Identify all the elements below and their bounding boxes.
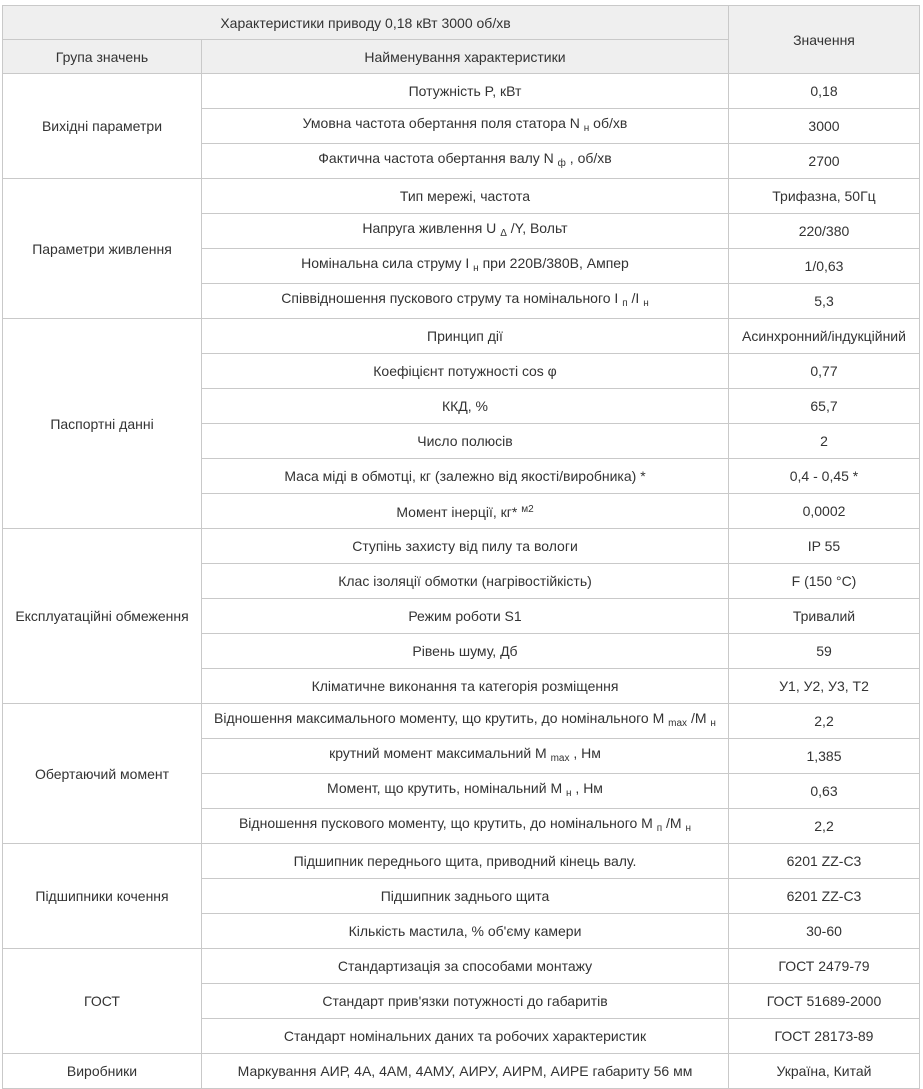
characteristic-text: Підшипник переднього щита, приводний кінець валу.	[293, 853, 637, 869]
group-name-cell: Обертаючий момент	[3, 704, 202, 844]
characteristic-name-cell	[202, 704, 729, 739]
value-cell: 5,3	[729, 284, 920, 319]
characteristic-text: Фактична частота обертання валу N	[318, 150, 558, 166]
value-cell: 0,77	[729, 354, 920, 389]
characteristic-text: Маркування АИР, 4А, 4АМ, 4АМУ, АИРУ, АИРМ, АИРЕ габариту 56 мм	[237, 1063, 693, 1079]
characteristic-text: /M	[662, 815, 686, 831]
characteristic-text: Напруга живлення U	[362, 220, 501, 236]
characteristic-name-cell	[202, 424, 729, 459]
characteristic-name-cell	[202, 389, 729, 424]
value-cell: ГОСТ 28173-89	[729, 1019, 920, 1054]
characteristic-name-cell	[202, 809, 729, 844]
characteristic-text: Режим роботи S1	[408, 608, 522, 624]
characteristic-text: Клас ізоляції обмотки (нагрівостійкість)	[338, 573, 592, 589]
value-cell: 2	[729, 424, 920, 459]
value-cell: 6201 ZZ-C3	[729, 844, 920, 879]
characteristic-text: при 220В/380В, Ампер	[478, 255, 629, 271]
group-name-cell: Параметри живлення	[3, 179, 202, 319]
characteristic-name-cell	[202, 914, 729, 949]
value-cell: 0,18	[729, 74, 920, 109]
subscript-text: Δ	[500, 228, 507, 239]
characteristic-text: , об/хв	[565, 150, 612, 166]
value-cell: 0,63	[729, 774, 920, 809]
characteristic-name-cell	[202, 1054, 729, 1089]
characteristic-name-cell	[202, 494, 729, 529]
characteristic-text: Маса міді в обмотці, кг (залежно від якості/виробника) *	[284, 468, 646, 484]
characteristic-name-cell	[202, 529, 729, 564]
characteristic-name-cell	[202, 284, 729, 319]
value-cell: Тривалий	[729, 599, 920, 634]
subscript-text: н	[566, 788, 572, 799]
table-row	[3, 1054, 920, 1089]
value-cell: 3000	[729, 109, 920, 144]
value-cell: 2,2	[729, 809, 920, 844]
characteristic-name-cell	[202, 844, 729, 879]
characteristic-name-cell	[202, 879, 729, 914]
value-cell: Трифазна, 50Гц	[729, 179, 920, 214]
characteristic-text: крутний момент максимальний M	[329, 745, 551, 761]
value-cell: 65,7	[729, 389, 920, 424]
characteristic-text: Тип мережі, частота	[399, 188, 531, 204]
characteristic-text: /I	[627, 290, 644, 306]
value-cell: 30-60	[729, 914, 920, 949]
value-cell: F (150 °C)	[729, 564, 920, 599]
group-name-cell: Експлуатаційні обмеження	[3, 529, 202, 704]
characteristic-text: об/хв	[589, 115, 628, 131]
characteristic-text: , Нм	[571, 780, 603, 796]
column-header-group: Група значень	[3, 40, 202, 74]
characteristic-text: Стандарт номінальних даних та робочих характеристик	[283, 1028, 647, 1044]
characteristic-name-cell	[202, 354, 729, 389]
value-cell: 0,0002	[729, 494, 920, 529]
value-cell: Асинхронний/індукційний	[729, 319, 920, 354]
characteristic-text: Кліматичне виконання та категорія розміщення	[311, 678, 619, 694]
value-cell: 59	[729, 634, 920, 669]
spec-table	[2, 5, 920, 1089]
value-cell: IP 55	[729, 529, 920, 564]
characteristic-name-cell	[202, 319, 729, 354]
subscript-text: н	[473, 263, 479, 274]
characteristic-text: Стандарт прив'язки потужності до габаритів	[322, 993, 608, 1009]
group-name-cell: Підшипники кочення	[3, 844, 202, 949]
characteristic-name-cell	[202, 1019, 729, 1054]
subscript-text: ф	[557, 158, 566, 169]
table-header	[3, 6, 920, 74]
characteristic-name-cell	[202, 564, 729, 599]
subscript-text: п	[656, 823, 663, 834]
value-cell: 0,4 - 0,45 *	[729, 459, 920, 494]
table-row	[3, 529, 920, 564]
group-name-cell: Вихідні параметри	[3, 74, 202, 179]
superscript-text: м2	[521, 504, 534, 515]
characteristic-text: Співвідношення пускового струму та номінального I	[281, 290, 623, 306]
value-cell: У1, У2, У3, Т2	[729, 669, 920, 704]
table-row	[3, 179, 920, 214]
characteristic-text: ККД, %	[441, 398, 489, 414]
characteristic-text: Кількість мастила, % об'єму камери	[348, 923, 582, 939]
value-cell: 1/0,63	[729, 249, 920, 284]
value-cell: ГОСТ 2479-79	[729, 949, 920, 984]
characteristic-text: Момент інерції, кг*	[396, 504, 522, 520]
characteristic-name-cell	[202, 984, 729, 1019]
characteristic-text: Підшипник заднього щита	[380, 888, 550, 904]
column-header-value: Значення	[729, 6, 920, 74]
value-cell: Україна, Китай	[729, 1054, 920, 1089]
characteristic-text: Умовна частота обертання поля статора N	[302, 115, 584, 131]
characteristic-text: , Нм	[569, 745, 601, 761]
subscript-text: н	[710, 718, 716, 729]
characteristic-text: Число полюсів	[417, 433, 513, 449]
characteristic-text: Принцип дії	[427, 328, 503, 344]
table-row	[3, 319, 920, 354]
subscript-text: п	[622, 298, 628, 309]
characteristic-text: Ступінь захисту від пилу та вологи	[352, 538, 578, 554]
table-row	[3, 704, 920, 739]
characteristic-name-cell	[202, 144, 729, 179]
table-row	[3, 74, 920, 109]
table-row	[3, 949, 920, 984]
subscript-text: н	[643, 298, 649, 309]
group-name-cell: Виробники	[3, 1054, 202, 1089]
value-cell: 1,385	[729, 739, 920, 774]
subscript-text: max	[550, 753, 570, 764]
value-cell: 2700	[729, 144, 920, 179]
value-cell: 6201 ZZ-C3	[729, 879, 920, 914]
subscript-text: max	[668, 718, 688, 729]
characteristic-text: Коефіцієнт потужності cos φ	[373, 363, 557, 379]
characteristic-name-cell	[202, 459, 729, 494]
characteristic-name-cell	[202, 634, 729, 669]
characteristic-name-cell	[202, 599, 729, 634]
characteristic-name-cell	[202, 74, 729, 109]
table-caption: Характеристики приводу 0,18 кВт 3000 об/хв	[3, 6, 729, 40]
characteristic-name-cell	[202, 949, 729, 984]
characteristic-name-cell	[202, 669, 729, 704]
characteristic-text: Номінальна сила струму I	[301, 255, 474, 271]
characteristic-text: Потужність P, кВт	[408, 83, 522, 99]
group-name-cell: ГОСТ	[3, 949, 202, 1054]
column-header-name: Найменування характеристики	[202, 40, 729, 74]
group-name-cell: Паспортні данні	[3, 319, 202, 529]
characteristic-name-cell	[202, 774, 729, 809]
characteristic-name-cell	[202, 214, 729, 249]
characteristic-name-cell	[202, 179, 729, 214]
table-row	[3, 844, 920, 879]
characteristic-text: Стандартизація за способами монтажу	[337, 958, 593, 974]
table-body	[3, 74, 920, 1089]
characteristic-text: /M	[687, 710, 711, 726]
characteristic-name-cell	[202, 249, 729, 284]
value-cell: 220/380	[729, 214, 920, 249]
characteristic-text: Відношення пускового моменту, що крутить, до номінального M	[238, 815, 657, 831]
value-cell: ГОСТ 51689-2000	[729, 984, 920, 1019]
characteristic-name-cell	[202, 109, 729, 144]
value-cell: 2,2	[729, 704, 920, 739]
characteristic-name-cell	[202, 739, 729, 774]
subscript-text: н	[583, 123, 590, 134]
characteristic-text: /Y, Вольт	[506, 220, 568, 236]
characteristic-text: Момент, що крутить, номінальний M	[327, 780, 566, 796]
subscript-text: н	[685, 823, 692, 834]
characteristic-text: Рівень шуму, Дб	[412, 643, 518, 659]
characteristic-text: Відношення максимального моменту, що крутить, до номінального M	[214, 710, 669, 726]
